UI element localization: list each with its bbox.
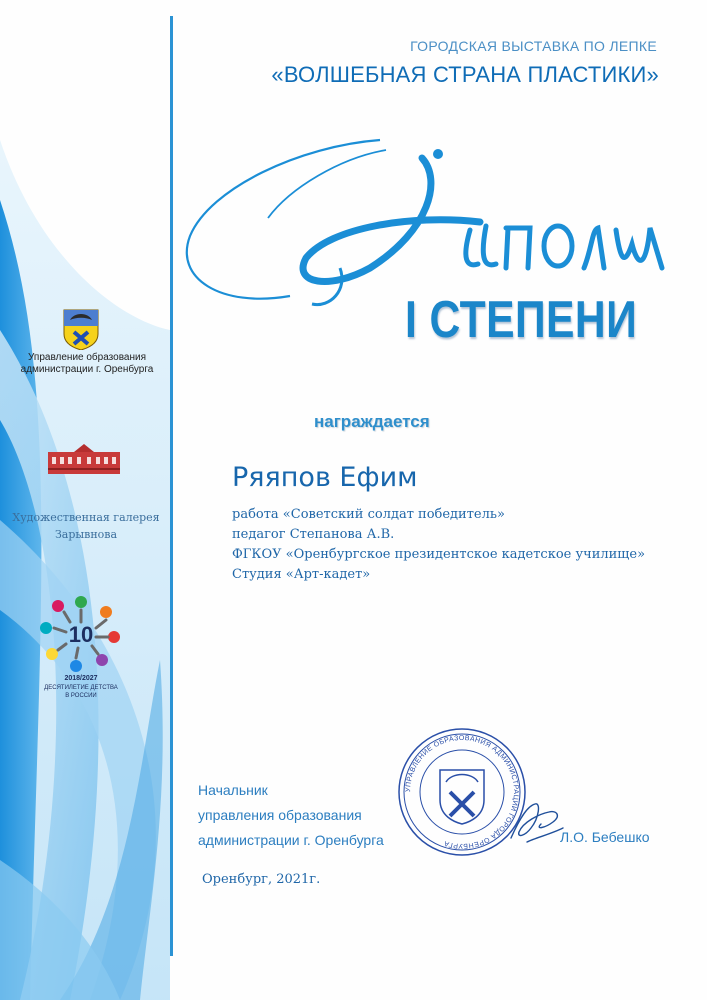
org-caption-line-2: администрации г. Оренбурга xyxy=(20,364,154,375)
gallery-caption xyxy=(6,509,166,543)
decade-caption-line-1: ДЕСЯТИЛЕТИЕ ДЕТСТВА xyxy=(44,685,118,691)
org-caption xyxy=(14,352,160,376)
event-title: ГОРОДСКАЯ ВЫСТАВКА ПО ЛЕПКЕ xyxy=(410,38,657,54)
event-name: «ВОЛШЕБНАЯ СТРАНА ПЛАСТИКИ» xyxy=(271,62,659,87)
teacher: педагог Степанова А.В. xyxy=(232,527,395,542)
gallery-caption-line-2: Зарывнова xyxy=(54,528,118,541)
stamp-ring-text: УПРАВЛЕНИЕ ОБРАЗОВАНИЯ АДМИНИСТРАЦИИ ГОРОДА ОРЕНБУРГА xyxy=(404,734,520,850)
institution: ФГКОУ «Оренбургское президентское кадетское училище» xyxy=(232,547,646,562)
signatory-position xyxy=(198,778,384,853)
work-title: работа «Советский солдат победитель» xyxy=(232,507,505,522)
degree-title: I СТЕПЕНИ xyxy=(405,291,638,349)
vertical-divider xyxy=(170,16,173,956)
gallery-caption-line-1: Художественная галерея xyxy=(12,511,160,524)
city-coat-of-arms-icon xyxy=(62,308,100,350)
signatory-name: Л.О. Бебешко xyxy=(560,829,650,845)
decade-caption xyxy=(34,684,128,700)
handwritten-signature xyxy=(505,798,567,846)
org-caption-line-1: Управление образования xyxy=(28,352,146,363)
position-line-1: Начальник xyxy=(198,782,268,798)
position-line-3: администрации г. Оренбурга xyxy=(198,832,384,848)
decade-caption-line-2: В РОССИИ xyxy=(65,693,97,699)
recipient-name: Ряяпов Ефим xyxy=(232,462,418,493)
position-line-2: управления образования xyxy=(198,807,362,823)
diploma-calligraphy xyxy=(180,118,680,318)
place-and-date: Оренбург, 2021г. xyxy=(202,872,321,887)
awarded-label: награждается xyxy=(314,412,430,431)
award-details xyxy=(232,505,645,585)
svg-text:УПРАВЛЕНИЕ ОБРАЗОВАНИЯ АДМИНИС xyxy=(405,735,519,849)
decade-number: 10 xyxy=(68,622,94,647)
decade-years: 2018/2027 xyxy=(64,675,98,682)
studio: Студия «Арт-кадет» xyxy=(232,567,371,582)
gallery-building-icon xyxy=(46,444,122,476)
decade-of-childhood-logo xyxy=(36,592,126,674)
